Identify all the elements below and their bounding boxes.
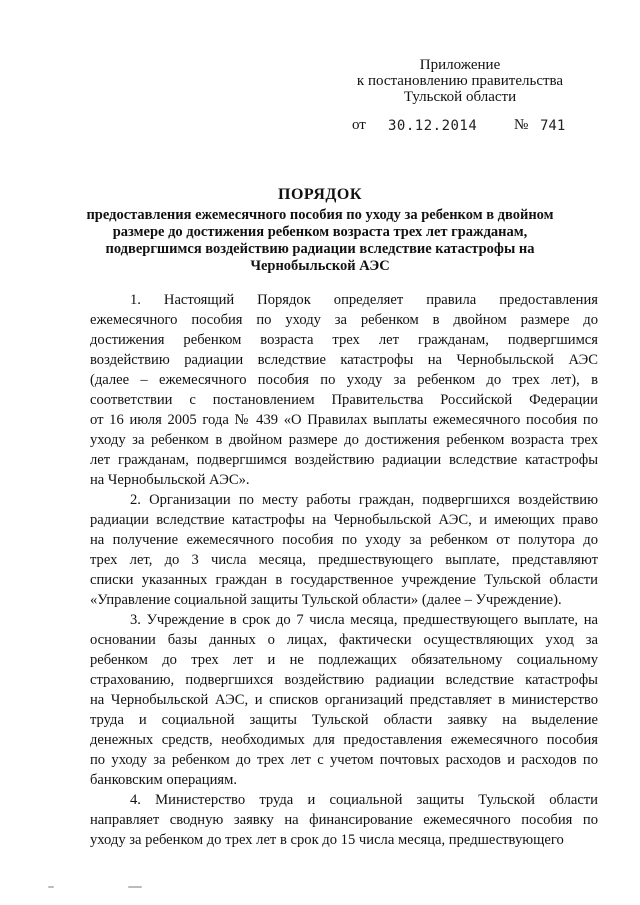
number-sign: № — [514, 117, 529, 133]
decree-number: 741 — [540, 118, 566, 134]
paragraph-line: денежных средств, необходимых для предоставления ежемесячного пособия — [90, 732, 598, 748]
paragraph-line: 3. Учреждение в срок до 7 числа месяца, предшествующего выплате, на — [130, 612, 598, 628]
appendix-line: Приложение — [419, 57, 501, 73]
paragraph-line: 1. Настоящий Порядок определяет правила предоставления — [130, 292, 598, 308]
paragraph-line: по уходу за ребенком до трех лет с учетом почтовых расходов и расходов по — [90, 752, 598, 768]
paragraph-line: достижения ребенком возраста трех лет гражданам, подвергшимся — [90, 332, 598, 348]
paragraph-line: радиации вследствие катастрофы на Чернобыльской АЭС, и имеющих право — [90, 512, 598, 528]
subtitle-line: размере до достижения ребенком возраста трех лет гражданам, — [112, 224, 528, 240]
paragraph-2 — [90, 490, 598, 610]
appendix-block — [330, 57, 590, 105]
paragraph-line: списки указанных граждан в государственное учреждение Тульской области — [90, 572, 598, 588]
paragraph-line: труда и социальной защиты Тульской области заявку на выделение — [90, 712, 598, 728]
subtitle-line: подвергшимся воздействию радиации вследствие катастрофы на — [105, 241, 535, 257]
paragraph-line: направляет сводную заявку на финансирование ежемесячного пособия по — [90, 812, 598, 828]
paragraph-line: на Чернобыльской АЭС, и списков организаций представляет в министерство — [90, 692, 598, 708]
paragraph-line: на получение ежемесячного пособия по уходу за ребенком от полутора до — [90, 532, 598, 548]
paragraph-line: соответствии с постановлением Правительства Российской Федерации — [90, 392, 598, 408]
paragraph-line: 2. Организации по месту работы граждан, подвергшихся воздействию — [130, 492, 598, 508]
paragraph-line: уходу за ребенком в двойном размере до достижения ребенком возраста трех — [90, 432, 598, 448]
paragraph-line: на Чернобыльской АЭС». — [90, 472, 250, 488]
paragraph-line: уходу за ребенком до трех лет в срок до 15 числа месяца, предшествующего — [90, 832, 564, 848]
paragraph-line: основании базы данных о лицах, фактически осуществляющих уход за — [90, 632, 598, 648]
date-prefix: от — [352, 117, 366, 133]
document-subtitle — [80, 207, 560, 275]
appendix-line: к постановлению правительства — [356, 73, 564, 89]
paragraph-1 — [90, 290, 598, 490]
paragraph-line: банковским операциям. — [90, 772, 237, 788]
subtitle-line: Чернобыльской АЭС — [250, 258, 390, 274]
paragraph-line: ежемесячного пособия по уходу за ребенком в двойном размере до — [90, 312, 598, 328]
paragraph-line: 4. Министерство труда и социальной защиты Тульской области — [130, 792, 598, 808]
paragraph-line: от 16 июля 2005 года № 439 «О Правилах выплаты ежемесячного пособия по — [90, 412, 598, 428]
paragraph-line: страхованию, подвергшихся воздействию радиации вследствие катастрофы — [90, 672, 598, 688]
scan-artifact — [128, 886, 142, 888]
document-body — [90, 290, 598, 850]
paragraph-line: ребенком до трех лет и не подлежащих обязательному социальному — [90, 652, 598, 668]
document-title: ПОРЯДОК — [278, 186, 362, 203]
subtitle-line: предоставления ежемесячного пособия по уходу за ребенком в двойном — [86, 207, 554, 223]
appendix-line: Тульской области — [403, 89, 517, 105]
paragraph-4 — [90, 790, 598, 850]
paragraph-3 — [90, 610, 598, 790]
paragraph-line: «Управление социальной защиты Тульской области» (далее – Учреждение). — [90, 592, 562, 608]
paragraph-line: трех лет, до 3 числа месяца, предшествующего выплате, представляют — [90, 552, 598, 568]
paragraph-line: лет гражданам, подвергшимся воздействию радиации вследствие катастрофы — [90, 452, 598, 468]
scan-artifact — [48, 886, 54, 888]
paragraph-line: (далее – ежемесячного пособия по уходу за ребенком до трех лет), в — [90, 372, 598, 388]
date-number-line — [0, 117, 640, 137]
decree-date: 30.12.2014 — [388, 118, 478, 134]
paragraph-line: воздействию радиации вследствие катастрофы на Чернобыльской АЭС — [90, 352, 598, 368]
